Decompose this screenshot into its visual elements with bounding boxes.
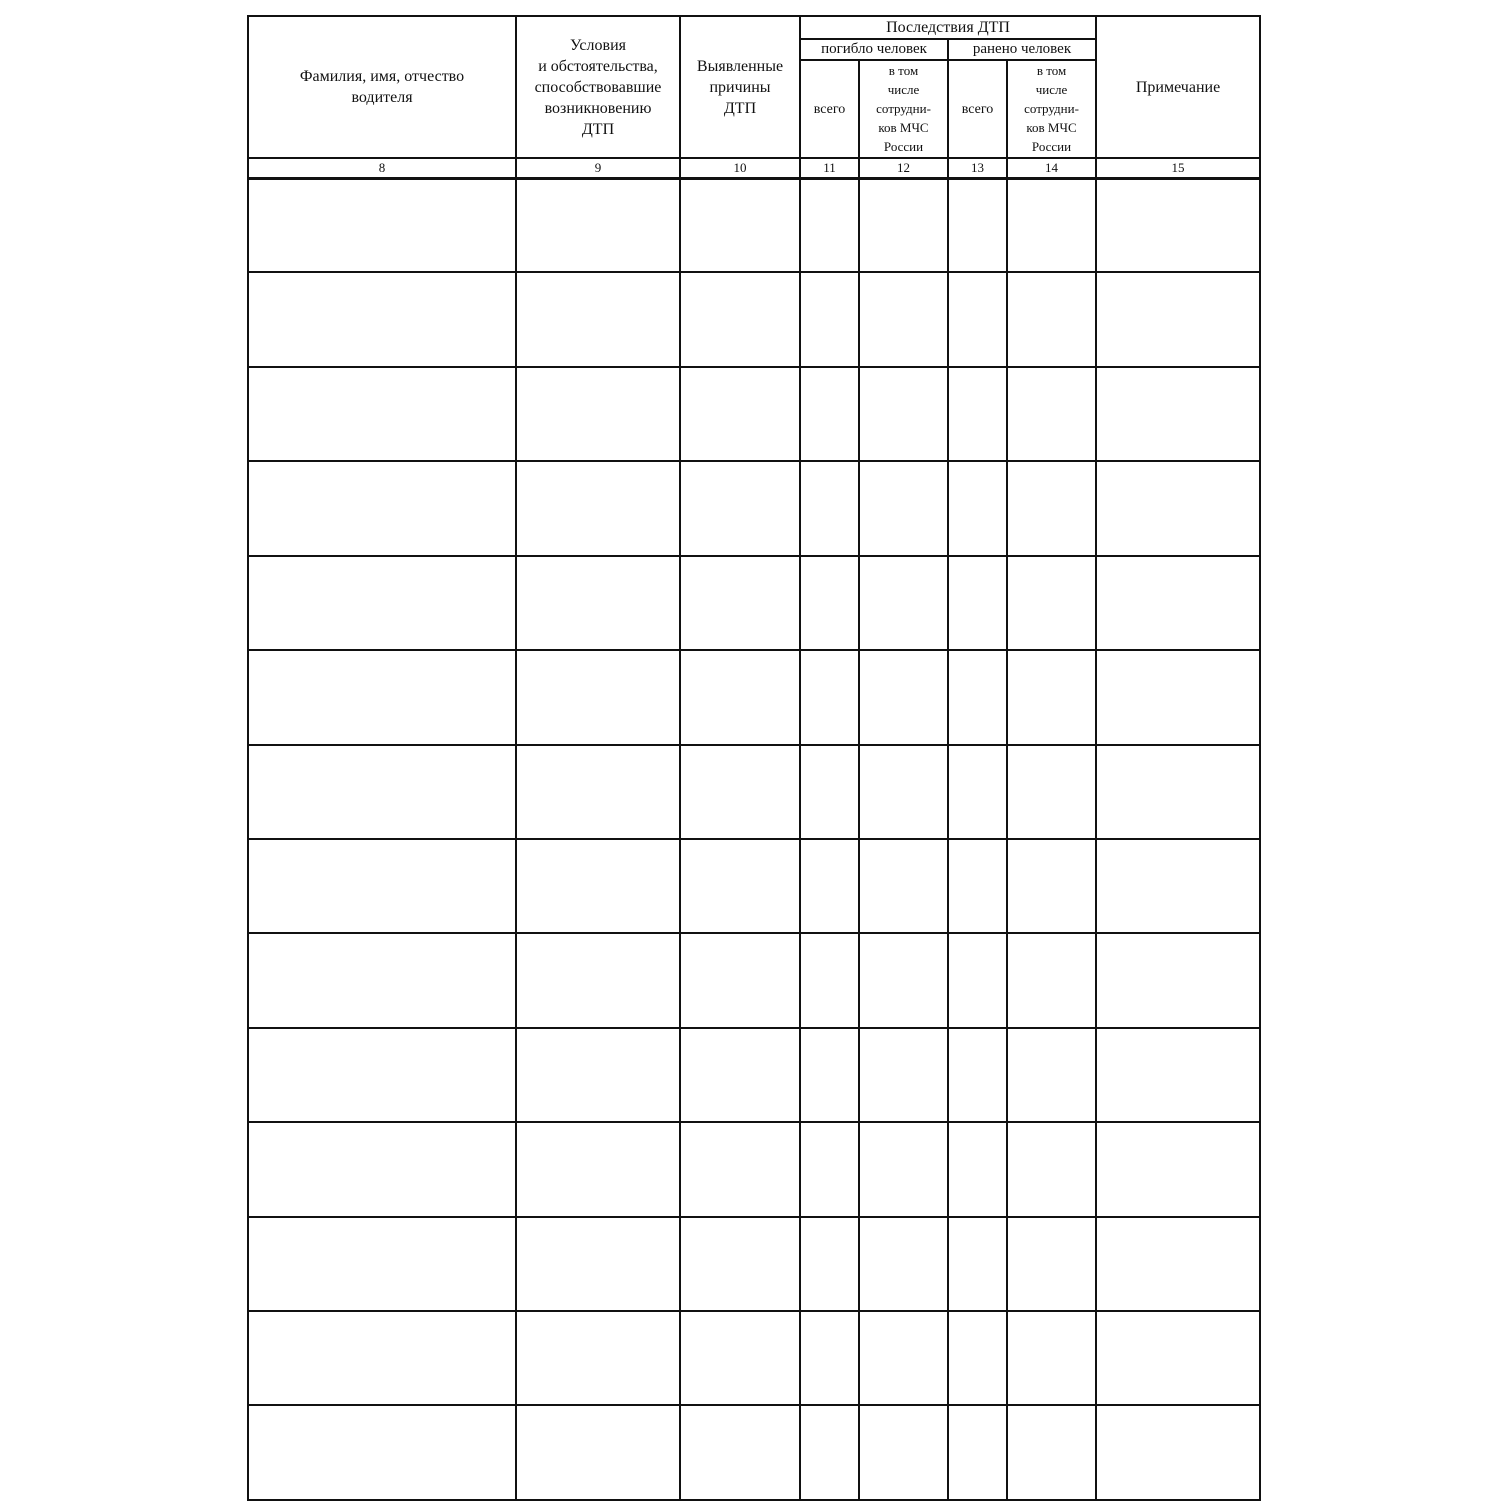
header-killed-group: погибло человек	[800, 39, 948, 60]
cell-conditions[interactable]	[516, 178, 680, 272]
header-driver-name: Фамилия, имя, отчество водителя	[248, 16, 516, 158]
cell-injured-total[interactable]	[948, 745, 1007, 839]
table-row	[248, 1217, 1260, 1311]
header-staff-line: числе	[887, 82, 920, 97]
cell-injured-staff[interactable]	[1007, 1217, 1096, 1311]
cell-note[interactable]	[1096, 745, 1260, 839]
cell-causes[interactable]	[680, 650, 800, 744]
cell-conditions[interactable]	[516, 1122, 680, 1216]
table-row	[248, 745, 1260, 839]
cell-killed-total[interactable]	[800, 745, 859, 839]
cell-killed-staff[interactable]	[859, 745, 948, 839]
cell-note[interactable]	[1096, 1311, 1260, 1405]
cell-note[interactable]	[1096, 839, 1260, 933]
cell-causes[interactable]	[680, 1405, 800, 1499]
cell-driver-name[interactable]	[248, 1311, 516, 1405]
cell-conditions[interactable]	[516, 556, 680, 650]
cell-driver-name[interactable]	[248, 650, 516, 744]
cell-driver-name[interactable]	[248, 745, 516, 839]
header-staff-line: сотрудни-	[876, 101, 931, 116]
cell-conditions[interactable]	[516, 1028, 680, 1122]
cell-causes[interactable]	[680, 272, 800, 366]
cell-conditions[interactable]	[516, 1311, 680, 1405]
cell-killed-total[interactable]	[800, 272, 859, 366]
header-conditions-line: и обстоятельства,	[538, 57, 658, 75]
header-causes	[680, 16, 800, 158]
cell-note[interactable]	[1096, 556, 1260, 650]
cell-driver-name[interactable]	[248, 178, 516, 272]
cell-driver-name[interactable]	[248, 839, 516, 933]
column-number: 12	[859, 158, 948, 178]
cell-causes[interactable]	[680, 1028, 800, 1122]
column-number-row	[248, 158, 1260, 178]
cell-injured-total[interactable]	[948, 556, 1007, 650]
header-conditions-line: способствовавшие	[534, 78, 662, 96]
cell-note[interactable]	[1096, 272, 1260, 366]
cell-injured-staff[interactable]	[1007, 556, 1096, 650]
header-staff-line: числе	[1035, 82, 1068, 97]
cell-killed-total[interactable]	[800, 933, 859, 1027]
column-number: 9	[516, 158, 680, 178]
cell-injured-staff[interactable]	[1007, 272, 1096, 366]
cell-conditions[interactable]	[516, 745, 680, 839]
cell-injured-staff[interactable]	[1007, 1028, 1096, 1122]
cell-injured-staff[interactable]	[1007, 933, 1096, 1027]
cell-injured-total[interactable]	[948, 1217, 1007, 1311]
cell-driver-name[interactable]	[248, 556, 516, 650]
table-row	[248, 1311, 1260, 1405]
cell-killed-staff[interactable]	[859, 839, 948, 933]
cell-causes[interactable]	[680, 839, 800, 933]
header-injured-group: ранено человек	[948, 39, 1096, 60]
header-staff-line: сотрудни-	[1024, 101, 1079, 116]
cell-killed-staff[interactable]	[859, 272, 948, 366]
cell-killed-total[interactable]	[800, 1122, 859, 1216]
table-row	[248, 1122, 1260, 1216]
cell-causes[interactable]	[680, 556, 800, 650]
cell-killed-staff[interactable]	[859, 556, 948, 650]
header-injured-total: всего	[948, 60, 1007, 158]
cell-injured-staff[interactable]	[1007, 745, 1096, 839]
cell-causes[interactable]	[680, 1217, 800, 1311]
cell-conditions[interactable]	[516, 650, 680, 744]
cell-injured-staff[interactable]	[1007, 1311, 1096, 1405]
cell-causes[interactable]	[680, 1311, 800, 1405]
cell-injured-staff[interactable]	[1007, 178, 1096, 272]
cell-conditions[interactable]	[516, 1217, 680, 1311]
cell-killed-total[interactable]	[800, 556, 859, 650]
cell-killed-staff[interactable]	[859, 178, 948, 272]
cell-driver-name[interactable]	[248, 1028, 516, 1122]
cell-causes[interactable]	[680, 1122, 800, 1216]
table-row	[248, 1405, 1260, 1499]
cell-driver-name[interactable]	[248, 1122, 516, 1216]
cell-injured-staff[interactable]	[1007, 461, 1096, 555]
cell-note[interactable]	[1096, 650, 1260, 744]
accident-log-table	[247, 15, 1261, 1501]
cell-killed-total[interactable]	[800, 1405, 859, 1499]
header-causes-line: причины	[709, 78, 771, 96]
header-conditions-line: Условия	[570, 36, 626, 54]
cell-causes[interactable]	[680, 933, 800, 1027]
cell-injured-total[interactable]	[948, 272, 1007, 366]
cell-injured-total[interactable]	[948, 933, 1007, 1027]
cell-injured-total[interactable]	[948, 839, 1007, 933]
cell-killed-total[interactable]	[800, 367, 859, 461]
cell-killed-staff[interactable]	[859, 650, 948, 744]
cell-killed-total[interactable]	[800, 1311, 859, 1405]
cell-causes[interactable]	[680, 745, 800, 839]
cell-conditions[interactable]	[516, 839, 680, 933]
cell-killed-staff[interactable]	[859, 933, 948, 1027]
cell-conditions[interactable]	[516, 1405, 680, 1499]
cell-note[interactable]	[1096, 1122, 1260, 1216]
cell-conditions[interactable]	[516, 933, 680, 1027]
column-number: 8	[248, 158, 516, 178]
cell-injured-total[interactable]	[948, 461, 1007, 555]
table-row	[248, 933, 1260, 1027]
cell-injured-total[interactable]	[948, 650, 1007, 744]
cell-causes[interactable]	[680, 461, 800, 555]
cell-injured-total[interactable]	[948, 367, 1007, 461]
cell-killed-staff[interactable]	[859, 367, 948, 461]
header-conditions-line: возникновению	[544, 99, 652, 117]
header-killed-including-staff	[859, 60, 948, 158]
cell-injured-total[interactable]	[948, 178, 1007, 272]
column-number: 15	[1096, 158, 1260, 178]
column-number: 14	[1007, 158, 1096, 178]
cell-conditions[interactable]	[516, 367, 680, 461]
cell-note[interactable]	[1096, 1405, 1260, 1499]
cell-killed-staff[interactable]	[859, 1122, 948, 1216]
column-number: 13	[948, 158, 1007, 178]
cell-killed-staff[interactable]	[859, 1311, 948, 1405]
cell-note[interactable]	[1096, 1028, 1260, 1122]
cell-injured-staff[interactable]	[1007, 1122, 1096, 1216]
table-row	[248, 1028, 1260, 1122]
cell-killed-total[interactable]	[800, 839, 859, 933]
table-row	[248, 272, 1260, 366]
cell-injured-staff[interactable]	[1007, 839, 1096, 933]
header-staff-line: ков МЧС	[878, 120, 929, 135]
cell-driver-name[interactable]	[248, 367, 516, 461]
cell-driver-name[interactable]	[248, 933, 516, 1027]
table-row	[248, 556, 1260, 650]
table-row	[248, 178, 1260, 272]
cell-injured-total[interactable]	[948, 1311, 1007, 1405]
cell-injured-staff[interactable]	[1007, 1405, 1096, 1499]
header-staff-line: ков МЧС	[1026, 120, 1077, 135]
cell-killed-staff[interactable]	[859, 1405, 948, 1499]
header-staff-line: России	[883, 139, 924, 154]
cell-causes[interactable]	[680, 367, 800, 461]
cell-injured-staff[interactable]	[1007, 650, 1096, 744]
header-killed-total: всего	[800, 60, 859, 158]
cell-note[interactable]	[1096, 1217, 1260, 1311]
header-staff-line: России	[1031, 139, 1072, 154]
cell-driver-name[interactable]	[248, 461, 516, 555]
header-row-1	[248, 16, 1260, 39]
header-causes-line: Выявленные	[696, 57, 784, 75]
table-row	[248, 839, 1260, 933]
header-consequences-group: Последствия ДТП	[800, 16, 1096, 39]
header-staff-line: в том	[888, 63, 919, 78]
table-row	[248, 461, 1260, 555]
header-causes-line: ДТП	[723, 99, 757, 117]
header-conditions	[516, 16, 680, 158]
cell-injured-staff[interactable]	[1007, 367, 1096, 461]
cell-causes[interactable]	[680, 178, 800, 272]
cell-killed-staff[interactable]	[859, 461, 948, 555]
table-row	[248, 367, 1260, 461]
cell-injured-total[interactable]	[948, 1405, 1007, 1499]
cell-note[interactable]	[1096, 178, 1260, 272]
cell-driver-name[interactable]	[248, 1217, 516, 1311]
cell-note[interactable]	[1096, 933, 1260, 1027]
cell-killed-total[interactable]	[800, 1217, 859, 1311]
table-row	[248, 650, 1260, 744]
cell-driver-name[interactable]	[248, 272, 516, 366]
header-note: Примечание	[1096, 16, 1260, 158]
header-conditions-line: ДТП	[581, 120, 615, 138]
cell-injured-total[interactable]	[948, 1122, 1007, 1216]
cell-injured-total[interactable]	[948, 1028, 1007, 1122]
header-injured-including-staff	[1007, 60, 1096, 158]
cell-conditions[interactable]	[516, 272, 680, 366]
cell-driver-name[interactable]	[248, 1405, 516, 1499]
header-staff-line: в том	[1036, 63, 1067, 78]
cell-killed-total[interactable]	[800, 178, 859, 272]
cell-note[interactable]	[1096, 367, 1260, 461]
cell-note[interactable]	[1096, 461, 1260, 555]
cell-conditions[interactable]	[516, 461, 680, 555]
cell-killed-total[interactable]	[800, 461, 859, 555]
cell-killed-staff[interactable]	[859, 1217, 948, 1311]
cell-killed-staff[interactable]	[859, 1028, 948, 1122]
column-number: 11	[800, 158, 859, 178]
cell-killed-total[interactable]	[800, 650, 859, 744]
column-number: 10	[680, 158, 800, 178]
cell-killed-total[interactable]	[800, 1028, 859, 1122]
